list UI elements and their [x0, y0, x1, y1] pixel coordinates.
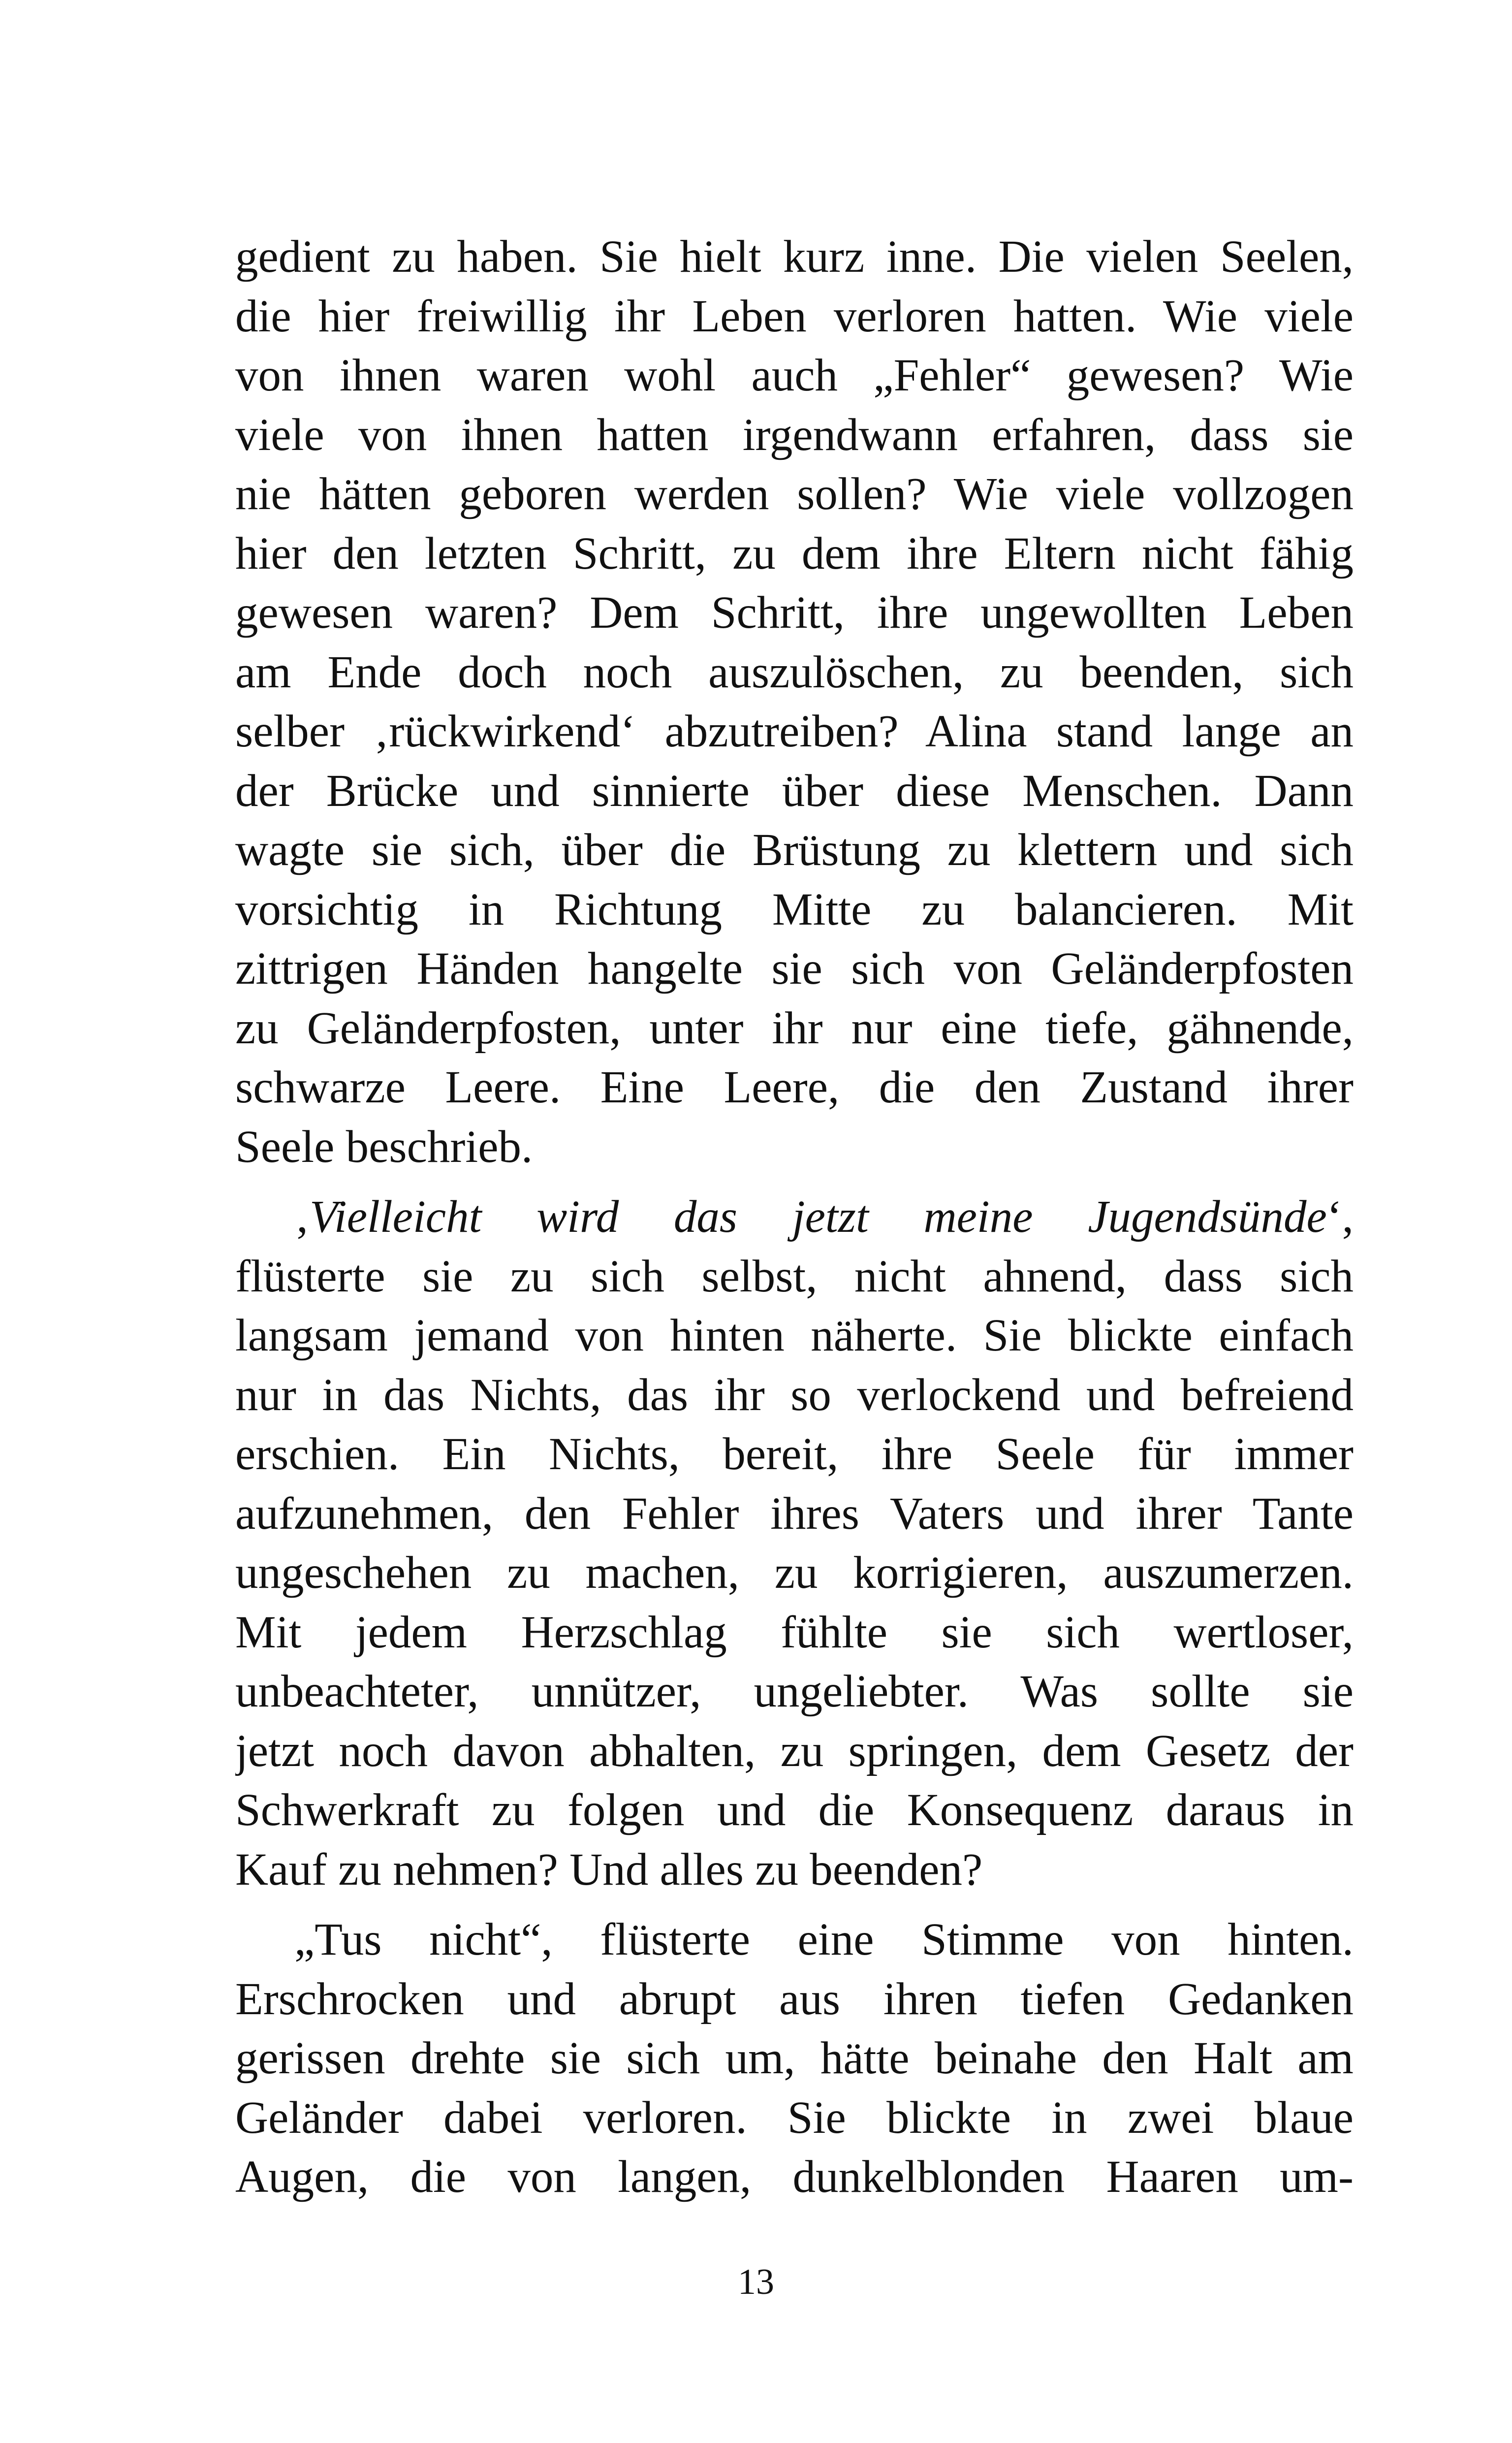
- text-line: zu Geländerpfosten, unter ihr nur eine tiefe, gähnende,: [235, 1002, 1354, 1054]
- text-line: von ihnen waren wohl auch „Fehler“ gewesen? Wie: [235, 350, 1354, 401]
- text-line: unbeachteter, unnützer, ungeliebter. Was sollte sie: [235, 1666, 1354, 1717]
- text-line: gedient zu haben. Sie hielt kurz inne. Die vielen Seelen,: [235, 231, 1354, 282]
- text-line: „Tus nicht“, flüsterte eine Stimme von hinten.: [294, 1914, 1354, 1965]
- text-line: langsam jemand von hinten näherte. Sie blickte einfach: [235, 1310, 1354, 1361]
- text-line: Schwerkraft zu folgen und die Konsequenz daraus in: [235, 1785, 1354, 1835]
- text-line: Kauf zu nehmen? Und alles zu beenden?: [235, 1844, 983, 1895]
- text-line: Augen, die von langen, dunkelblonden Haaren um-: [235, 2152, 1354, 2202]
- quote-close: ‘,: [1326, 1191, 1354, 1242]
- text-line: am Ende doch noch auszulöschen, zu beenden, sich: [235, 646, 1354, 698]
- text-line: [235, 1188, 1354, 1247]
- text-line: erschien. Ein Nichts, bereit, ihre Seele für immer: [235, 1429, 1354, 1479]
- text-line: Seele beschrieb.: [235, 1121, 533, 1172]
- text-line: schwarze Leere. Eine Leere, die den Zustand ihrer: [235, 1062, 1354, 1113]
- text-line: nur in das Nichts, das ihr so verlockend und befreiend: [235, 1369, 1354, 1420]
- text-line: ungeschehen zu machen, zu korrigieren, auszumerzen.: [235, 1547, 1354, 1598]
- text-line: gewesen waren? Dem Schritt, ihre ungewollten Leben: [235, 587, 1354, 638]
- text-line: vorsichtig in Richtung Mitte zu balancieren. Mit: [235, 884, 1354, 935]
- text-line: hier den letzten Schritt, zu dem ihre Eltern nicht fähig: [235, 528, 1354, 579]
- text-line: zittrigen Händen hangelte sie sich von Geländerpfosten: [235, 943, 1354, 994]
- text-line: aufzunehmen, den Fehler ihres Vaters und ihrer Tante: [235, 1488, 1354, 1539]
- text-line: Mit jedem Herzschlag fühlte sie sich wertloser,: [235, 1607, 1354, 1658]
- page-number: 13: [738, 2262, 774, 2302]
- text-line: gerissen drehte sie sich um, hätte beinahe den Halt am: [235, 2033, 1354, 2084]
- text-line: jetzt noch davon abhalten, zu springen, dem Gesetz der: [235, 1725, 1354, 1776]
- italic-quote: Vielleicht wird das jetzt meine Jugendsünde: [309, 1191, 1327, 1242]
- paragraph-1: [235, 227, 1354, 1177]
- text-line: nie hätten geboren werden sollen? Wie viele vollzogen: [235, 469, 1354, 519]
- text-line: Geländer dabei verloren. Sie blickte in zwei blaue: [235, 2092, 1354, 2143]
- paragraph-2: [235, 1188, 1354, 1899]
- text-line: der Brücke und sinnierte über diese Menschen. Dann: [235, 765, 1354, 816]
- text-line: wagte sie sich, über die Brüstung zu klettern und sich: [235, 825, 1354, 875]
- paragraph-3: [235, 1910, 1354, 2207]
- text-line: flüsterte sie zu sich selbst, nicht ahnend, dass sich: [235, 1251, 1354, 1302]
- text-line: viele von ihnen hatten irgendwann erfahren, dass sie: [235, 409, 1354, 460]
- quote-open: ‚: [294, 1191, 310, 1242]
- body-text: [235, 227, 1354, 2207]
- text-line: selber ‚rückwirkend‘ abzutreiben? Alina stand lange an: [235, 706, 1354, 757]
- text-line: die hier freiwillig ihr Leben verloren hatten. Wie viele: [235, 290, 1354, 342]
- text-line: Erschrocken und abrupt aus ihren tiefen Gedanken: [235, 1973, 1354, 2025]
